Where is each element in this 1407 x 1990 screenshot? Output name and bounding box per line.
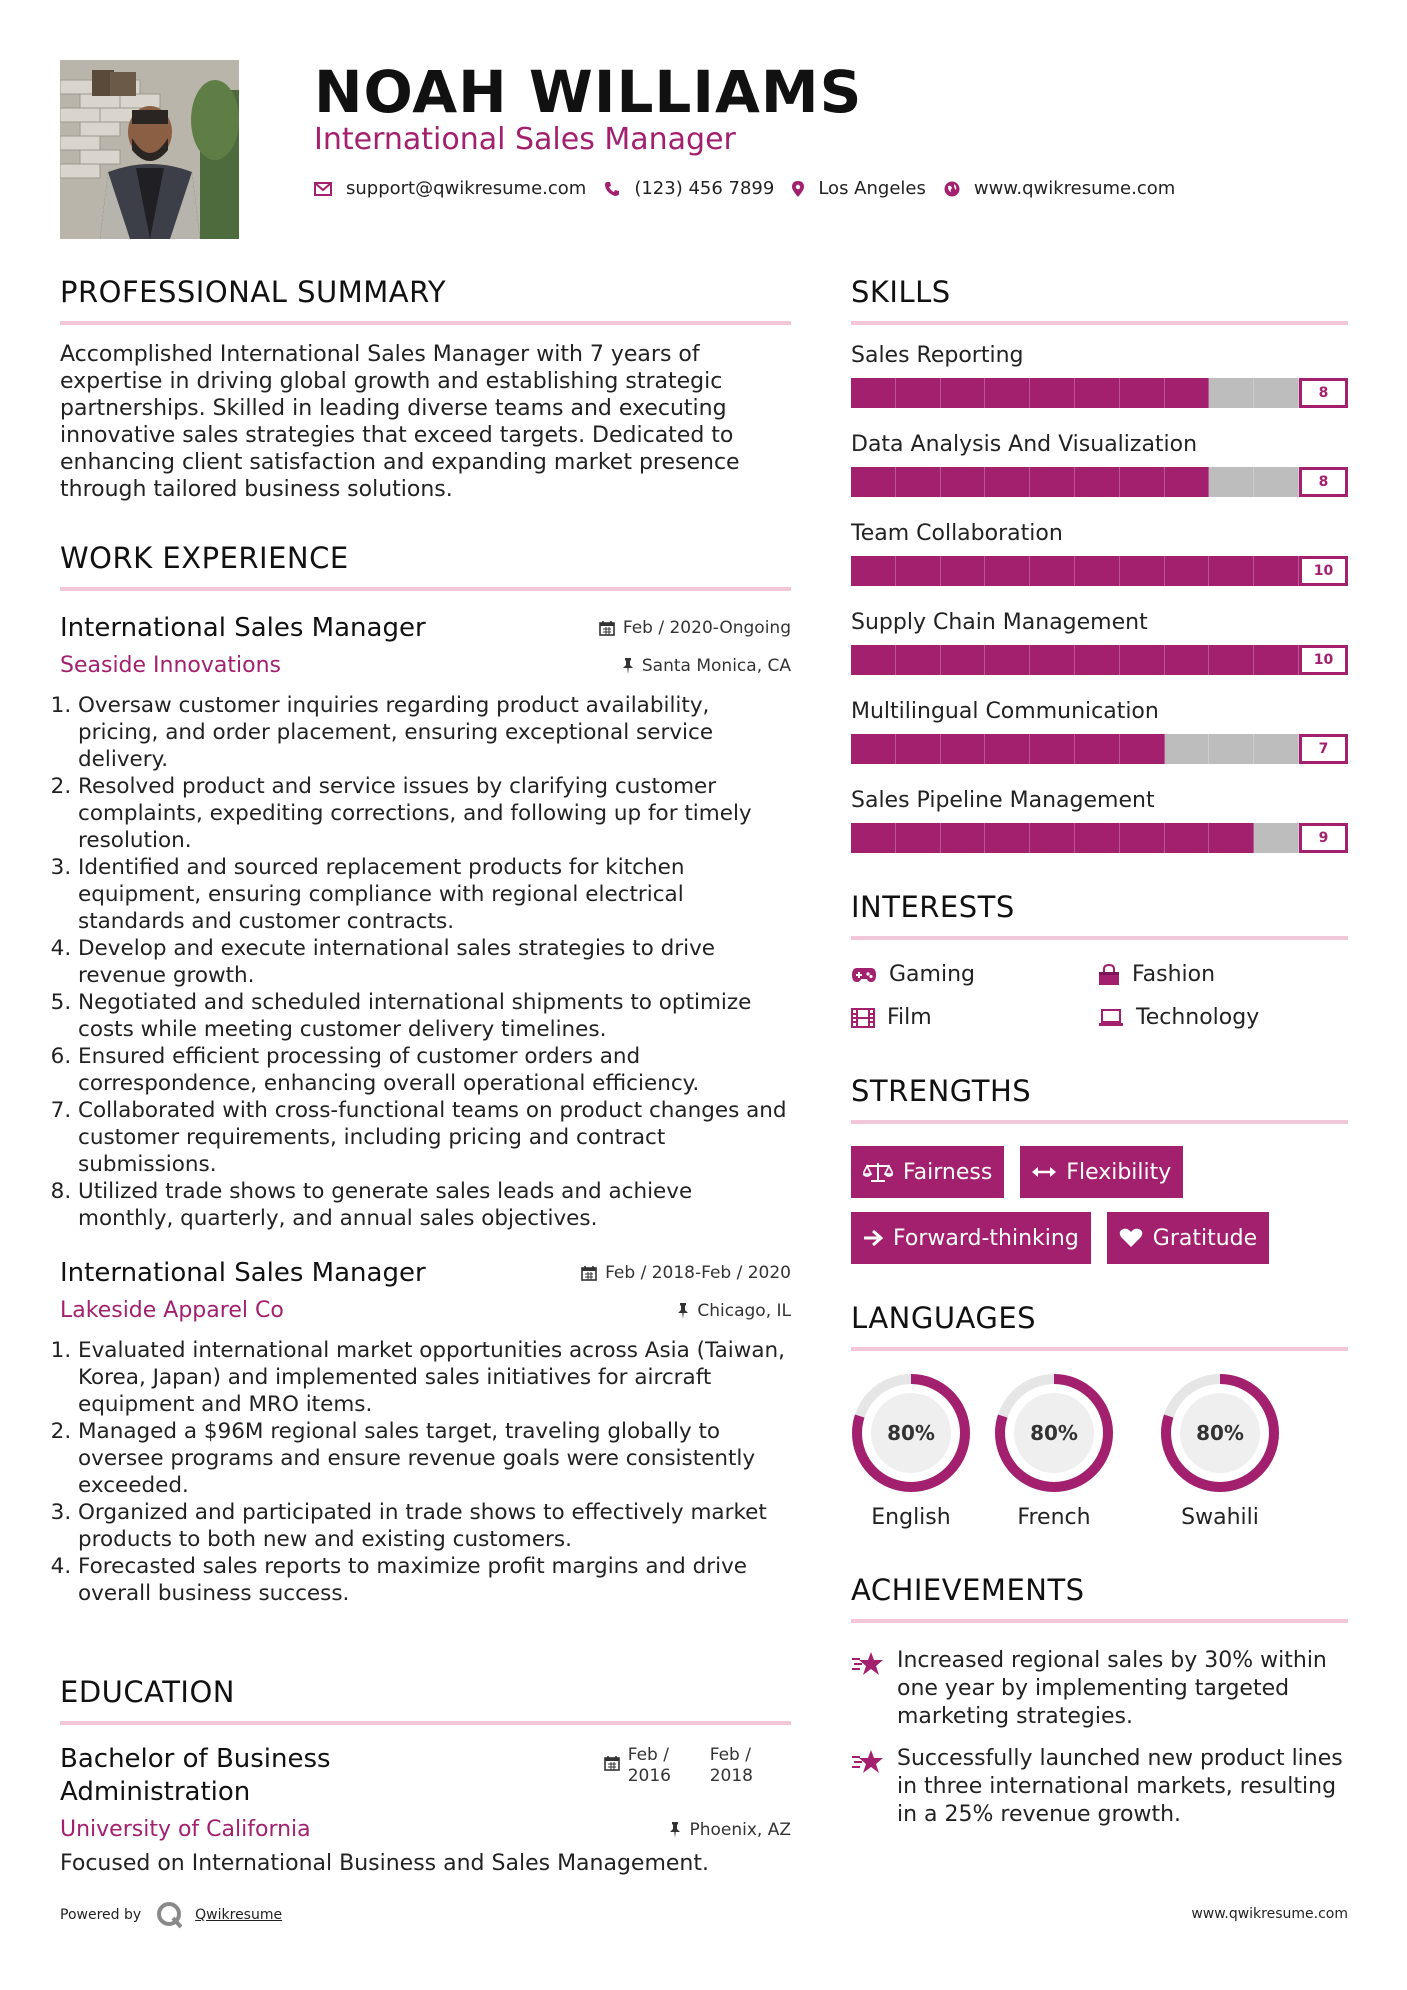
languages-list	[851, 1371, 1348, 1530]
skill-bar-segment	[985, 645, 1030, 675]
start-year: 2016	[627, 1766, 671, 1786]
duty-list	[60, 692, 791, 1232]
skill-bar-segment	[896, 734, 941, 764]
section-heading: WORK EXPERIENCE	[60, 541, 349, 575]
section-divider	[60, 587, 791, 591]
interest-label: Technology	[1136, 1005, 1260, 1030]
skill-bar-segment	[985, 467, 1030, 497]
pin-icon	[622, 658, 634, 674]
interest-label: Gaming	[889, 962, 975, 987]
school-location	[669, 1820, 791, 1840]
shopping-bag-icon	[1098, 964, 1120, 986]
duty-item: 7. Collaborated with cross-functional teams on product changes and customer requirements, including pricing and contract submissions.	[78, 1097, 791, 1178]
job-entry	[60, 613, 791, 1232]
section-divider	[60, 1721, 791, 1725]
section-divider	[851, 1347, 1348, 1351]
job-dates-text: Feb / 2018-Feb / 2020	[605, 1263, 791, 1283]
interests-list	[851, 962, 1348, 1030]
language-percent: 80%	[887, 1421, 935, 1445]
section-divider	[851, 321, 1348, 325]
qwikresume-logo-icon	[155, 1900, 185, 1930]
skill-bar-segment	[851, 556, 896, 586]
location-text: Los Angeles	[818, 178, 926, 199]
arrow-right-icon	[863, 1229, 883, 1247]
skill-bar-segment	[1165, 378, 1210, 408]
star-icon	[851, 1651, 885, 1677]
skill-bar-segment	[1254, 734, 1299, 764]
skill-item	[851, 610, 1348, 675]
strength-chip	[1020, 1146, 1183, 1198]
achievement-item	[851, 1647, 1348, 1731]
skill-bar-segment	[1254, 378, 1299, 408]
skill-bar-segment	[1120, 378, 1165, 408]
arrows-horizontal-icon	[1032, 1165, 1056, 1179]
skills-list	[851, 343, 1348, 853]
job-location-text: Santa Monica, CA	[641, 655, 791, 676]
skill-bar-segment	[941, 734, 986, 764]
achievements-section	[851, 1573, 1348, 1829]
skill-bar-segment	[1209, 556, 1254, 586]
section-heading: ACHIEVEMENTS	[851, 1573, 1085, 1607]
skill-bar-segment	[1254, 556, 1299, 586]
contact-phone[interactable]	[604, 178, 774, 199]
experience-section	[60, 541, 791, 1607]
skill-bar-segment	[1120, 734, 1165, 764]
achievement-text: Successfully launched new product lines in three international markets, resulting in a 25% revenue growth.	[897, 1746, 1343, 1827]
section-divider	[851, 1120, 1348, 1124]
skill-bar	[851, 645, 1348, 675]
brand-link[interactable]: Qwikresume	[195, 1907, 283, 1923]
skill-bar-segment	[941, 378, 986, 408]
skill-item	[851, 699, 1348, 764]
skill-bar-segment	[896, 823, 941, 853]
skill-bar-segment	[851, 734, 896, 764]
skill-bar-segment	[985, 823, 1030, 853]
duty-item: 6. Ensured efficient processing of customer orders and correspondence, enhancing overall operational efficiency.	[78, 1043, 791, 1097]
skill-bar-segment	[941, 467, 986, 497]
job-dates	[599, 618, 791, 638]
skill-bar-segment	[896, 378, 941, 408]
calendar-icon	[604, 1755, 620, 1771]
interest-label: Film	[887, 1005, 932, 1030]
interest-label: Fashion	[1132, 962, 1216, 987]
powered-by-label: Powered by	[60, 1907, 142, 1923]
skill-bar-segment	[1165, 645, 1210, 675]
strength-chip	[1107, 1212, 1269, 1264]
duty-item: 5. Negotiated and scheduled international shipments to optimize costs while meeting customer delivery timelines.	[78, 989, 791, 1043]
section-heading: LANGUAGES	[851, 1301, 1037, 1335]
duty-item: 8. Utilized trade shows to generate sales leads and achieve monthly, quarterly, and annual sales objectives.	[78, 1178, 791, 1232]
skill-bar-segment	[1075, 823, 1120, 853]
calendar-icon	[581, 1265, 597, 1281]
skill-bar-segment	[1120, 556, 1165, 586]
balance-scale-icon	[863, 1161, 893, 1183]
footer-powered-by	[60, 1900, 282, 1930]
language-item	[851, 1371, 971, 1530]
language-name: French	[1017, 1505, 1091, 1530]
language-item	[1137, 1371, 1303, 1530]
language-name: Swahili	[1181, 1505, 1259, 1530]
heart-icon	[1119, 1228, 1143, 1248]
duty-item: 4. Develop and execute international sales strategies to drive revenue growth.	[78, 935, 791, 989]
start-month: Feb /	[627, 1745, 669, 1765]
skill-bar-segment	[985, 734, 1030, 764]
skill-bar-segment	[1209, 823, 1254, 853]
summary-section	[60, 275, 791, 503]
skill-bar-segment	[985, 378, 1030, 408]
envelope-icon	[314, 182, 332, 196]
duty-item: 1. Evaluated international market opportunities across Asia (Taiwan, Korea, Japan) and implemented sales initiatives for aircraft equipment and MRO items.	[78, 1337, 791, 1418]
skill-bar-segment	[896, 467, 941, 497]
skill-bar-segment	[1209, 734, 1254, 764]
end-year: 2018	[709, 1766, 753, 1786]
skill-bar-segment	[1209, 467, 1254, 497]
laptop-icon	[1098, 1009, 1124, 1027]
skill-level-badge: 7	[1299, 734, 1348, 764]
skill-item	[851, 432, 1348, 497]
job-title: International Sales Manager	[60, 613, 426, 643]
job-location	[622, 656, 791, 676]
language-ring	[992, 1371, 1116, 1495]
language-percent: 80%	[1030, 1421, 1078, 1445]
strength-label: Gratitude	[1152, 1225, 1258, 1251]
section-heading: INTERESTS	[851, 890, 1015, 924]
skill-bar-segment	[1075, 556, 1120, 586]
skill-bar-segment	[1165, 556, 1210, 586]
skill-bar-segment	[851, 467, 896, 497]
job-location-text: Chicago, IL	[697, 1300, 791, 1321]
contact-email[interactable]	[314, 178, 586, 199]
section-divider	[60, 321, 791, 325]
education-note: Focused on International Business and Sales Management.	[60, 1851, 709, 1876]
email-text: support@qwikresume.com	[346, 178, 587, 199]
company-name: Seaside Innovations	[60, 653, 281, 678]
skill-level-badge: 10	[1299, 556, 1348, 586]
skill-bar-segment	[941, 823, 986, 853]
skill-name: Data Analysis And Visualization	[851, 432, 1198, 457]
skill-name: Team Collaboration	[851, 521, 1063, 546]
skill-bar-segment	[1254, 823, 1299, 853]
skill-item	[851, 521, 1348, 586]
skill-bar-segment	[1165, 467, 1210, 497]
job-entry	[60, 1258, 791, 1607]
strengths-list	[851, 1146, 1348, 1264]
skill-item	[851, 343, 1348, 408]
section-divider	[851, 936, 1348, 940]
skill-item	[851, 788, 1348, 853]
company-name: Lakeside Apparel Co	[60, 1298, 284, 1323]
skill-bar-track	[851, 378, 1299, 408]
contact-location	[792, 178, 926, 199]
section-heading: SKILLS	[851, 275, 951, 309]
section-heading: EDUCATION	[60, 1675, 236, 1709]
end-month: Feb /	[709, 1745, 751, 1765]
skill-bar-segment	[896, 556, 941, 586]
job-title: International Sales Manager	[60, 1258, 426, 1288]
skill-bar-segment	[1030, 467, 1075, 497]
section-divider	[851, 1619, 1348, 1623]
skill-bar-segment	[985, 556, 1030, 586]
skill-bar-segment	[1030, 378, 1075, 408]
strength-chip	[851, 1146, 1004, 1198]
skill-bar-segment	[1254, 467, 1299, 497]
skill-bar-segment	[941, 645, 986, 675]
language-name: English	[871, 1505, 951, 1530]
education-section	[60, 1675, 791, 1877]
contact-website[interactable]	[944, 178, 1175, 199]
skill-bar-track	[851, 645, 1299, 675]
skill-bar-segment	[1209, 378, 1254, 408]
skill-bar-segment	[1030, 823, 1075, 853]
degree-line-1: Bachelor of Business	[60, 1744, 331, 1774]
calendar-icon	[599, 620, 615, 636]
skill-bar-segment	[851, 378, 896, 408]
job-location	[677, 1301, 791, 1321]
skill-bar-segment	[851, 645, 896, 675]
school-location-text: Phoenix, AZ	[689, 1819, 791, 1840]
skill-bar-segment	[1120, 645, 1165, 675]
job-dates	[581, 1263, 791, 1283]
gamepad-icon	[851, 967, 877, 983]
language-ring	[1158, 1371, 1282, 1495]
skill-bar-segment	[1120, 467, 1165, 497]
skill-name: Sales Reporting	[851, 343, 1024, 368]
duty-item: 2. Resolved product and service issues by clarifying customer complaints, expediting corrections, and following up for timely resolution.	[78, 773, 791, 854]
language-ring	[849, 1371, 973, 1495]
skill-bar-segment	[851, 823, 896, 853]
skills-section	[851, 275, 1348, 877]
degree-line-2: Administration	[60, 1777, 251, 1807]
skill-bar-track	[851, 823, 1299, 853]
job-dates-text: Feb / 2020-Ongoing	[622, 618, 791, 638]
language-percent: 80%	[1196, 1421, 1244, 1445]
duty-item: 2. Managed a $96M regional sales target, traveling globally to oversee programs and ensure revenue goals were consistently exceeded.	[78, 1418, 791, 1499]
languages-section	[851, 1301, 1348, 1530]
strengths-section	[851, 1074, 1348, 1264]
skill-bar-segment	[1165, 734, 1210, 764]
film-icon	[851, 1008, 875, 1028]
interest-item	[1098, 962, 1348, 987]
duty-item: 4. Forecasted sales reports to maximize profit margins and drive overall business success.	[78, 1553, 791, 1607]
skill-bar-segment	[1120, 823, 1165, 853]
achievement-item	[851, 1745, 1348, 1829]
pin-icon	[669, 1822, 681, 1838]
section-heading: PROFESSIONAL SUMMARY	[60, 275, 447, 309]
pin-icon	[677, 1303, 689, 1319]
duty-item: 3. Organized and participated in trade shows to effectively market products to both new and existing customers.	[78, 1499, 791, 1553]
strength-label: Forward-thinking	[893, 1225, 1079, 1251]
interest-item	[1098, 1005, 1348, 1030]
skill-bar	[851, 556, 1348, 586]
skill-bar-track	[851, 467, 1299, 497]
skill-bar	[851, 467, 1348, 497]
skill-bar-segment	[1209, 645, 1254, 675]
map-marker-icon	[792, 181, 804, 197]
education-dates	[604, 1745, 753, 1809]
profile-photo	[60, 60, 239, 239]
footer-website[interactable]: www.qwikresume.com	[1191, 1906, 1348, 1922]
skill-level-badge: 8	[1299, 467, 1348, 497]
skill-name: Multilingual Communication	[851, 699, 1159, 724]
duty-list	[60, 1337, 791, 1607]
globe-icon	[944, 181, 960, 197]
strength-chip	[851, 1212, 1091, 1264]
strength-label: Fairness	[903, 1159, 993, 1185]
website-text: www.qwikresume.com	[973, 178, 1176, 199]
interests-section	[851, 890, 1348, 1030]
skill-bar-segment	[1075, 645, 1120, 675]
achievement-text: Increased regional sales by 30% within one year by implementing targeted marketing strategies.	[897, 1648, 1327, 1729]
candidate-title: International Sales Manager	[314, 122, 736, 157]
skill-bar-segment	[1030, 734, 1075, 764]
skill-name: Sales Pipeline Management	[851, 788, 1155, 813]
skill-name: Supply Chain Management	[851, 610, 1148, 635]
skill-bar-segment	[941, 556, 986, 586]
duty-item: 3. Identified and sourced replacement products for kitchen equipment, ensuring compliance with regional electrical standards and customer contracts.	[78, 854, 791, 935]
star-icon	[851, 1749, 885, 1775]
skill-bar-segment	[896, 645, 941, 675]
phone-text: (123) 456 7899	[634, 178, 775, 199]
skill-bar-segment	[1254, 645, 1299, 675]
skill-bar-segment	[1075, 734, 1120, 764]
skill-bar	[851, 378, 1348, 408]
skill-bar-segment	[1075, 467, 1120, 497]
skill-bar	[851, 734, 1348, 764]
skill-bar-track	[851, 556, 1299, 586]
candidate-name: NOAH WILLIAMS	[314, 58, 863, 126]
skill-bar-segment	[1030, 645, 1075, 675]
phone-icon	[604, 181, 620, 197]
interest-item	[851, 1005, 1098, 1030]
skill-bar-segment	[1030, 556, 1075, 586]
skill-level-badge: 10	[1299, 645, 1348, 675]
skill-bar-track	[851, 734, 1299, 764]
language-item	[971, 1371, 1137, 1530]
summary-text: Accomplished International Sales Manager with 7 years of expertise in driving global growth and establishing strategic partnerships. Skilled in leading diverse teams and executing innovative sales strategies that exceed targets. Dedicated to enhancing client satisfaction and expanding market presence through tailored business solutions.	[60, 342, 740, 502]
skill-bar	[851, 823, 1348, 853]
skill-bar-segment	[1165, 823, 1210, 853]
skill-level-badge: 8	[1299, 378, 1348, 408]
strength-label: Flexibility	[1066, 1159, 1172, 1185]
skill-level-badge: 9	[1299, 823, 1348, 853]
school-name: University of California	[60, 1817, 311, 1842]
contact-bar	[314, 178, 1193, 199]
interest-item	[851, 962, 1098, 987]
duty-item: 1. Oversaw customer inquiries regarding product availability, pricing, and order placement, ensuring exceptional service delivery.	[78, 692, 791, 773]
skill-bar-segment	[1075, 378, 1120, 408]
section-heading: STRENGTHS	[851, 1074, 1032, 1108]
